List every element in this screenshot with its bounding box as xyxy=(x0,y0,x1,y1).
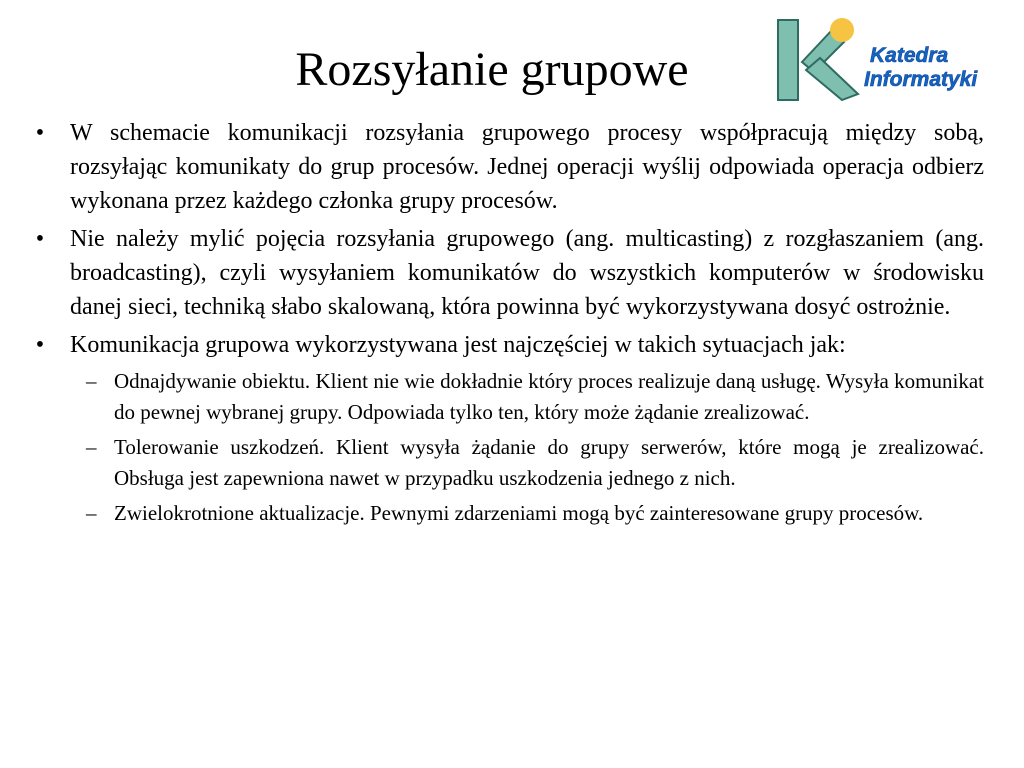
logo-text xyxy=(864,44,977,92)
bullet-text: Komunikacja grupowa wykorzystywana jest najczęściej w takich sytuacjach jak: xyxy=(70,332,846,358)
sub-bullet-marker: – xyxy=(86,435,97,459)
bullet-item xyxy=(30,328,984,529)
sub-bullet-marker: – xyxy=(86,369,97,393)
katedra-informatyki-logo xyxy=(774,14,1014,104)
slide-title: Rozsyłanie grupowe xyxy=(295,43,689,96)
bullet-marker: • xyxy=(35,226,45,252)
bullet-marker: • xyxy=(35,120,45,146)
sub-bullet-item xyxy=(70,498,984,529)
logo-line2: Informatyki xyxy=(864,68,978,91)
sub-bullet-text: Odnajdywanie obiektu. Klient nie wie dokładnie który proces realizuje daną usługę. Wysyła komunikat do pewnej wybranej grupy. Odpowiada tylko ten, który może żądanie zrealizować. xyxy=(114,369,984,424)
bullet-item xyxy=(30,116,984,218)
sub-bullet-list xyxy=(70,366,984,529)
bullet-list xyxy=(30,116,984,529)
sub-bullet-item xyxy=(70,432,984,494)
bullet-item xyxy=(30,222,984,324)
bullet-text: W schemacie komunikacji rozsyłania grupowego procesy współpracują między sobą, rozsyłając komunikaty do grup procesów. Jednej operacji wyślij odpowiada operacja odbierz wykonana przez każdego członka grupy procesów. xyxy=(70,120,984,214)
sub-bullet-marker: – xyxy=(86,501,97,525)
bullet-marker: • xyxy=(35,332,45,358)
sub-bullet-text: Zwielokrotnione aktualizacje. Pewnymi zdarzeniami mogą być zainteresowane grupy procesów. xyxy=(114,501,924,525)
sub-bullet-item xyxy=(70,366,984,428)
sub-bullet-text: Tolerowanie uszkodzeń. Klient wysyła żądanie do grupy serwerów, które mogą je zrealizować. Obsługa jest zapewniona nawet w przypadku uszkodzenia jednego z nich. xyxy=(114,435,984,490)
slide-content xyxy=(30,116,984,533)
bullet-text: Nie należy mylić pojęcia rozsyłania grupowego (ang. multicasting) z rozgłaszaniem (ang. broadcasting), czyli wysyłaniem komunikatów do wszystkich komputerów w środowisku danej sieci, techniką słabo skalowaną, która powinna być wykorzystywana dosyć ostrożnie. xyxy=(70,226,984,320)
logo-line1: Katedra xyxy=(870,44,949,67)
